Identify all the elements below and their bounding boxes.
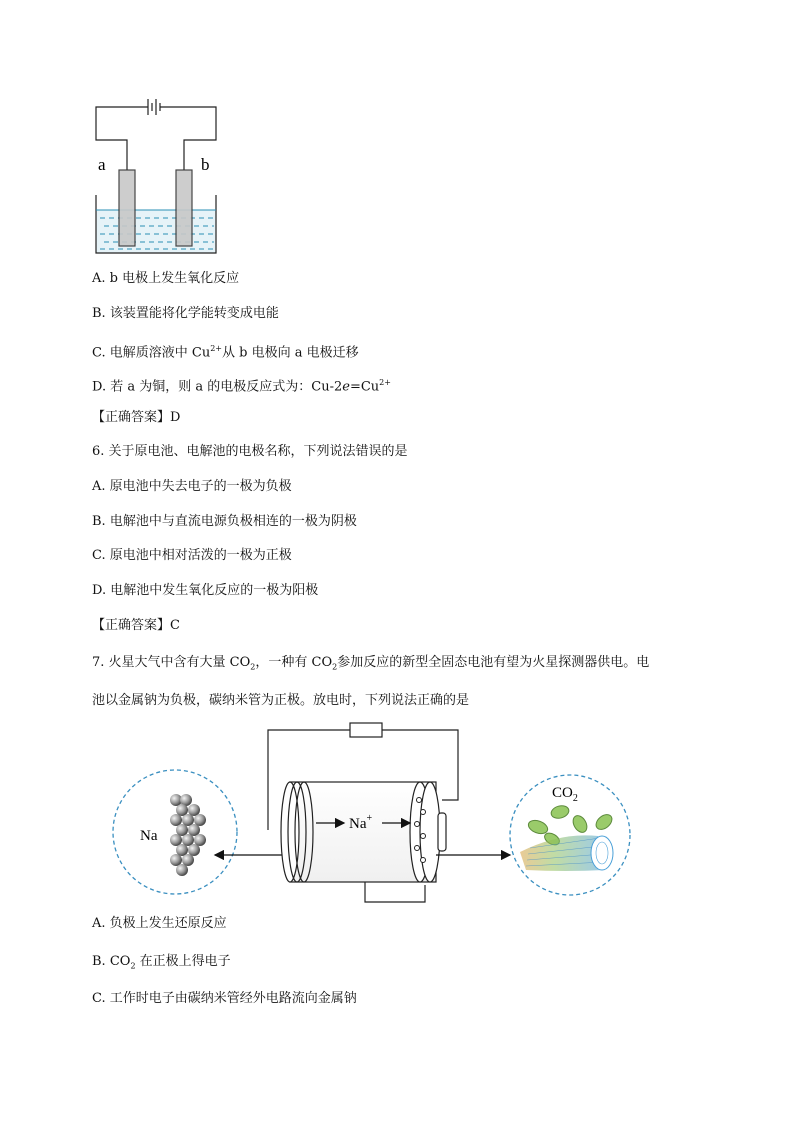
q6-option-b: B. 电解池中与直流电源负极相连的一极为阴极 [92, 514, 357, 529]
electrode-a [119, 170, 135, 246]
q6-answer: 【正确答案】C [92, 618, 180, 633]
co2-label: CO [552, 785, 573, 801]
q5-answer: 【正确答案】D [92, 410, 181, 425]
q6-option-a: A. 原电池中失去电子的一极为负极 [92, 479, 292, 494]
ion-label: Na [349, 816, 367, 832]
q7-option-a: A. 负极上发生还原反应 [92, 916, 227, 931]
q6-stem: 6. 关于原电池、电解池的电极名称，下列说法错误的是 [92, 444, 408, 459]
q5-option-b: B. 该装置能将化学能转变成电能 [92, 306, 279, 321]
q5-option-d: D. 若 a 为铜，则 a 的电极反应式为：$Cu-2e=Cu^{2+}$ [92, 378, 391, 395]
label-b: b [201, 155, 210, 174]
q6-option-c: C. 原电池中相对活泼的一极为正极 [92, 548, 292, 563]
q5-option-a: A. b 电极上发生氧化反应 [92, 271, 240, 286]
na-co2-battery-figure [90, 720, 635, 905]
ion-charge: + [366, 813, 373, 824]
electrolysis-cell-figure [90, 95, 230, 260]
label-a: a [98, 155, 106, 174]
electrode-b [176, 170, 192, 246]
na-label: Na [140, 828, 158, 844]
q7-stem-line1: 7. 火星大气中含有大量 $CO_2$，一种有 $CO_2$参加反应的新型全固态电池有望为火星探测器供电。电 [92, 655, 650, 672]
q7-option-b: B. $CO_2$ 在正极上得电子 [92, 954, 231, 971]
q6-option-d: D. 电解池中发生氧化反应的一极为阳极 [92, 583, 319, 598]
q7-stem-line2: 池以金属钠为负极，碳纳米管为正极。放电时，下列说法正确的是 [92, 693, 470, 708]
co2-subscript: 2 [572, 793, 578, 804]
q5-option-c: C. 电解质溶液中 $Cu^{2+}$从 b 电极向 a 电极迁移 [92, 344, 359, 361]
q7-option-c: C. 工作时电子由碳纳米管经外电路流向金属钠 [92, 991, 357, 1006]
